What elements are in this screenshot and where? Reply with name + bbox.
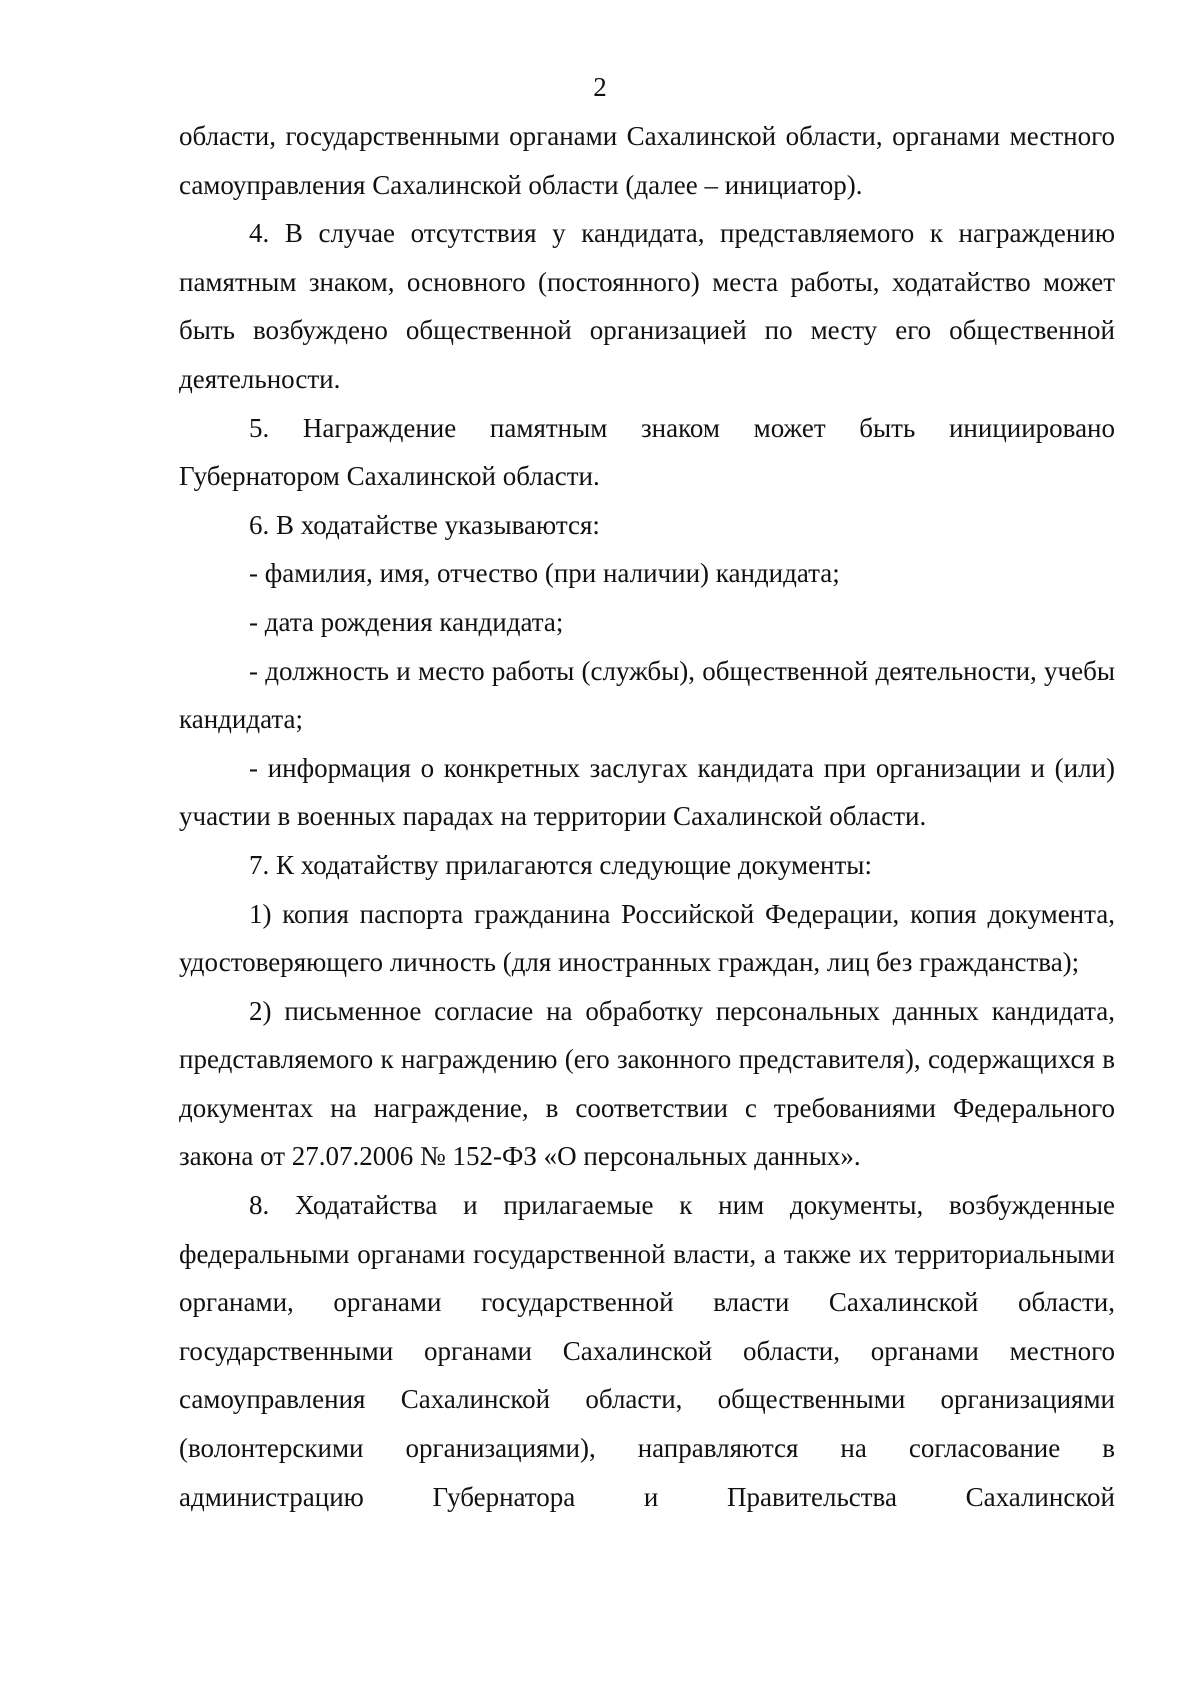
list-item-data-consent: 2) письменное согласие на обработку персональных данных кандидата, представляемого к награждению (его законного представителя), содержащихся в документах на награждение, в соответствии с требованиями Федерального закона от 27.07.2006 № 152-ФЗ «О персональных данных». bbox=[179, 995, 1115, 1172]
paragraph-item-4: 4. В случае отсутствия у кандидата, представляемого к награждению памятным знаком, основного (постоянного) места работы, ходатайство может быть возбуждено общественной организацией по месту его общественной деятельности. bbox=[179, 218, 1115, 394]
paragraph-item-6: 6. В ходатайстве указываются: bbox=[249, 509, 600, 540]
document-body bbox=[179, 112, 1115, 1521]
list-item-birth-date: - дата рождения кандидата; bbox=[249, 606, 564, 637]
paragraph-item-7: 7. К ходатайству прилагаются следующие документы: bbox=[249, 849, 872, 880]
list-item-passport-copy: 1) копия паспорта гражданина Российской Федерации, копия документа, удостоверяющего личность (для иностранных граждан, лиц без гражданства); bbox=[179, 898, 1115, 978]
paragraph-item-5: 5. Награждение памятным знаком может быть инициировано Губернатором Сахалинской области. bbox=[179, 412, 1115, 492]
page-number: 2 bbox=[593, 72, 607, 102]
paragraph-item-8: 8. Ходатайства и прилагаемые к ним документы, возбужденные федеральными органами государственной власти, а также их территориальными органами, органами государственной власти Сахалинской области, государственными органами Сахалинской области, органами местного самоуправления Сахалинской области, общественными организациями (волонтерскими организациями), направляются на согласование в администрацию Губернатора и Правительства Сахалинской bbox=[179, 1190, 1115, 1512]
list-item-full-name: - фамилия, имя, отчество (при наличии) кандидата; bbox=[249, 558, 840, 589]
list-item-merits: - информация о конкретных заслугах кандидата при организации и (или) участии в военных парадах на территории Сахалинской области. bbox=[179, 752, 1115, 832]
list-item-position: - должность и место работы (службы), общественной деятельности, учебы кандидата; bbox=[179, 655, 1115, 735]
paragraph-1: области, государственными органами Сахалинской области, органами местного самоуправления Сахалинской области (далее – инициатор). bbox=[179, 121, 1115, 200]
